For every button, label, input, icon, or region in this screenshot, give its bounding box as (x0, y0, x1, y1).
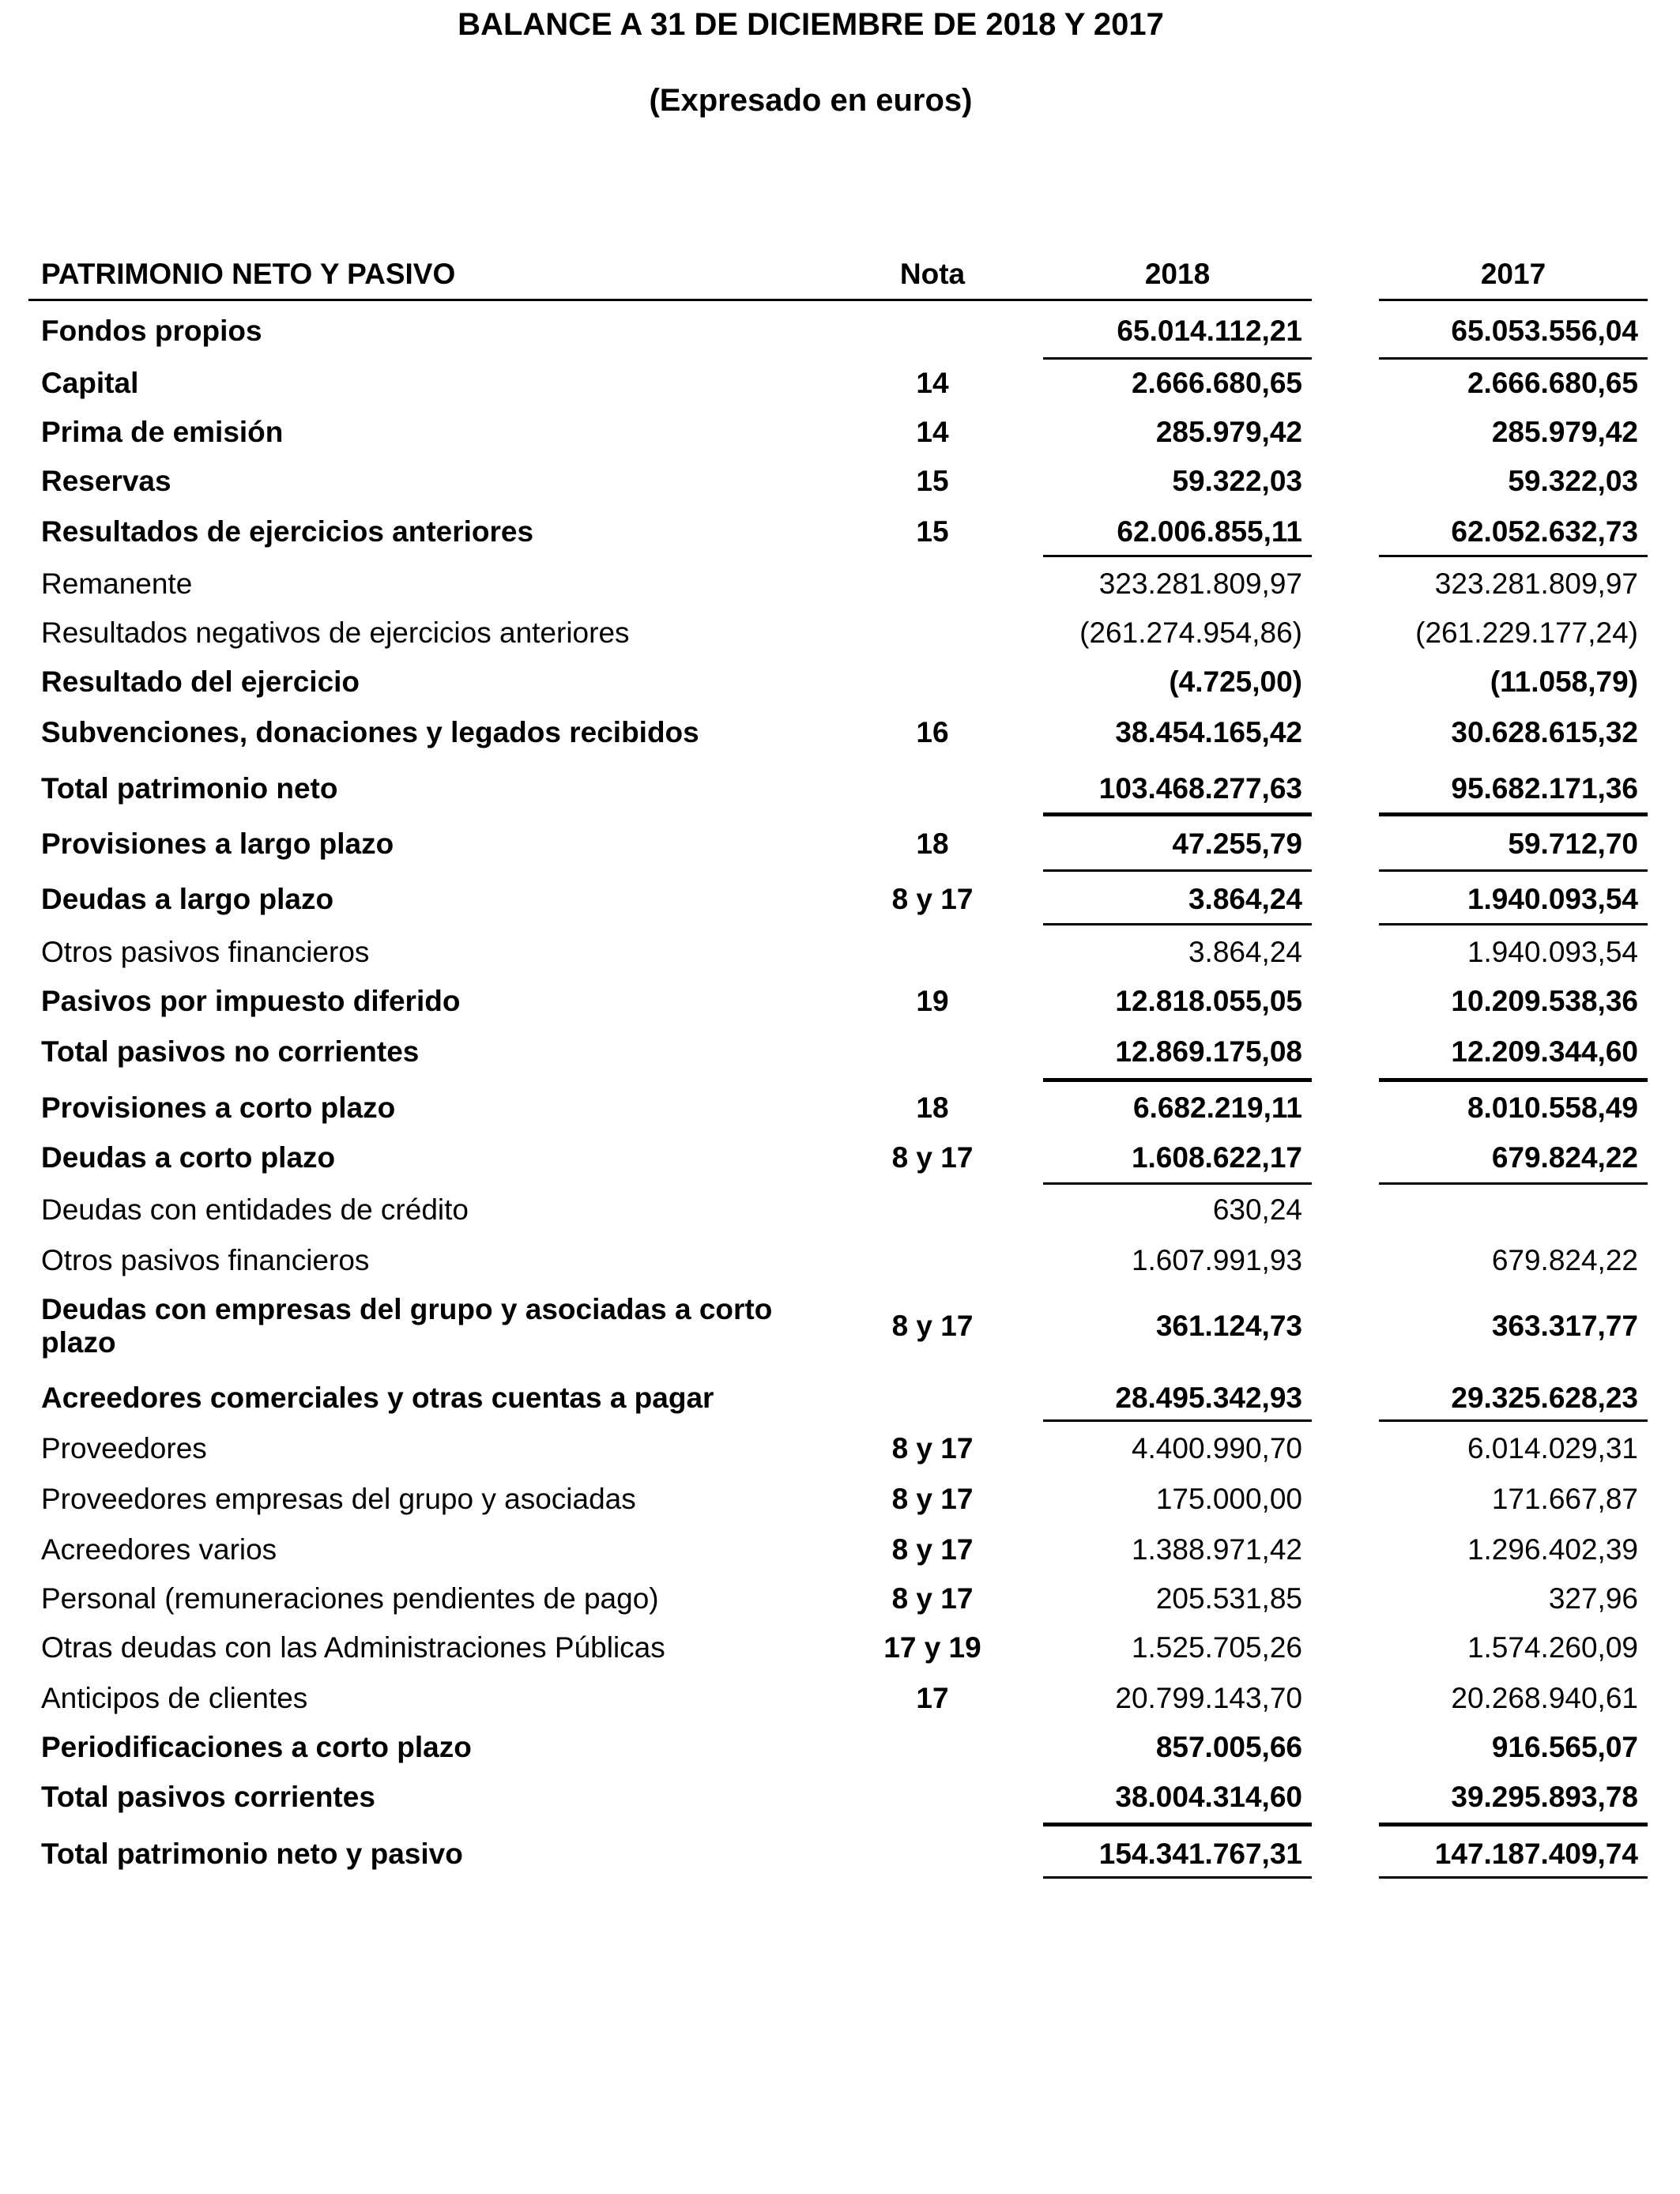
table-row (0, 313, 1680, 349)
row-nota (853, 1380, 1011, 1416)
row-label: Resultado del ejercicio (41, 665, 360, 698)
table-row (0, 1680, 1680, 1717)
row-value-2017: 171.667,87 (1491, 1483, 1638, 1515)
row-label: Deudas con empresas del grupo y asociadas a corto plazo (41, 1293, 773, 1359)
table-row (0, 1581, 1680, 1617)
total-underline (1379, 357, 1648, 360)
row-nota: 18 (916, 1091, 949, 1124)
row-label: Acreedores comerciales y otras cuentas a pagar (41, 1382, 714, 1414)
row-label: Proveedores (41, 1432, 207, 1465)
table-row (0, 414, 1680, 450)
row-value-2018: 38.454.165,42 (1115, 716, 1302, 748)
row-nota: 8 y 17 (891, 1432, 974, 1465)
table-row (0, 1630, 1680, 1666)
row-nota: 17 (916, 1682, 949, 1714)
row-value-2017: 1.574.260,09 (1467, 1631, 1638, 1664)
row-label: Total patrimonio neto y pasivo (41, 1838, 463, 1870)
total-underline (1043, 1078, 1312, 1082)
row-value-2018: 1.608.622,17 (1131, 1141, 1302, 1174)
row-value-2018: 285.979,42 (1155, 416, 1302, 448)
row-label: Fondos propios (41, 315, 262, 347)
row-nota (853, 770, 1011, 808)
row-nota: 17 y 19 (883, 1631, 981, 1664)
total-underline (1043, 357, 1312, 360)
total-underline (1043, 1182, 1312, 1185)
row-value-2017: 363.317,77 (1491, 1310, 1638, 1342)
row-nota: 18 (916, 827, 949, 860)
row-value-2018: 3.864,24 (1188, 936, 1302, 968)
row-label: Resultados de ejercicios anteriores (41, 515, 534, 548)
row-value-2018: 154.341.767,31 (1098, 1838, 1302, 1870)
table-row (0, 1140, 1680, 1176)
table-row (0, 1729, 1680, 1766)
row-value-2017: 59.712,70 (1508, 827, 1638, 860)
row-value-2017: 6.014.029,31 (1467, 1432, 1638, 1465)
row-value-2017: 65.053.556,04 (1451, 315, 1638, 347)
row-nota: 16 (916, 716, 949, 748)
table-row (0, 825, 1680, 863)
table-row (0, 1287, 1680, 1366)
row-label: Otros pasivos financieros (41, 936, 370, 968)
row-value-2017: 285.979,42 (1491, 416, 1638, 448)
column-header-year-2: 2017 (1480, 258, 1546, 290)
total-underline (1043, 869, 1312, 872)
row-label: Anticipos de clientes (41, 1682, 308, 1714)
total-underline (1043, 1419, 1312, 1422)
total-underline (1379, 1078, 1648, 1082)
table-row (0, 615, 1680, 651)
row-value-2018: 857.005,66 (1155, 1731, 1302, 1763)
row-label: Remanente (41, 567, 193, 600)
row-value-2017: 323.281.809,97 (1434, 567, 1638, 600)
row-label: Reservas (41, 465, 171, 497)
row-label: Total patrimonio neto (41, 772, 338, 805)
row-nota: 8 y 17 (891, 1141, 974, 1174)
row-nota (853, 566, 1011, 602)
row-value-2017: 679.824,22 (1491, 1244, 1638, 1276)
table-row (0, 1034, 1680, 1070)
row-value-2017 (1379, 1192, 1638, 1228)
table-row (0, 1192, 1680, 1228)
total-underline (1379, 869, 1648, 872)
total-underline (1379, 923, 1648, 925)
row-label: Resultados negativos de ejercicios anteriores (41, 616, 630, 649)
row-value-2017: 12.209.344,60 (1451, 1035, 1638, 1068)
row-label: Pasivos por impuesto diferido (41, 985, 461, 1017)
row-nota: 15 (916, 465, 949, 497)
row-nota (853, 1034, 1011, 1070)
row-value-2017: 62.052.632,73 (1451, 515, 1638, 548)
total-underline (1379, 1876, 1648, 1879)
row-value-2017: 1.940.093,54 (1467, 936, 1638, 968)
row-nota: 8 y 17 (891, 1533, 974, 1566)
row-label: Total pasivos corrientes (41, 1781, 375, 1813)
row-nota (853, 664, 1011, 700)
row-label: Otros pasivos financieros (41, 1244, 370, 1276)
row-value-2017: 679.824,22 (1491, 1141, 1638, 1174)
row-value-2018: 4.400.990,70 (1131, 1432, 1302, 1465)
row-label: Otras deudas con las Administraciones Públicas (41, 1631, 665, 1664)
total-underline (1043, 1823, 1312, 1826)
table-row (0, 983, 1680, 1020)
table-row (0, 934, 1680, 971)
row-nota (853, 1778, 1011, 1816)
row-nota (853, 1729, 1011, 1766)
row-value-2017: 30.628.615,32 (1451, 716, 1638, 748)
total-underline (1379, 1182, 1648, 1185)
row-value-2018: 1.607.991,93 (1131, 1244, 1302, 1276)
row-nota: 8 y 17 (891, 1582, 974, 1615)
row-nota (853, 615, 1011, 651)
table-row (0, 1089, 1680, 1127)
row-value-2017: 59.322,03 (1508, 465, 1638, 497)
row-nota (853, 313, 1011, 349)
table-row (0, 880, 1680, 918)
table-row (0, 1778, 1680, 1816)
row-label: Deudas a corto plazo (41, 1141, 336, 1174)
table-row (0, 1481, 1680, 1517)
row-value-2018: 323.281.809,97 (1098, 567, 1302, 600)
table-row (0, 770, 1680, 808)
table-row (0, 1242, 1680, 1279)
row-value-2018: 38.004.314,60 (1115, 1781, 1302, 1813)
row-label: Personal (remuneraciones pendientes de pago) (41, 1582, 659, 1615)
total-underline (1043, 812, 1312, 816)
row-label: Deudas a largo plazo (41, 883, 334, 915)
row-nota: 14 (916, 367, 949, 399)
row-value-2018: 62.006.855,11 (1117, 515, 1302, 548)
row-label: Total pasivos no corrientes (41, 1035, 420, 1068)
row-value-2017: 147.187.409,74 (1434, 1838, 1638, 1870)
row-value-2018: (4.725,00) (1169, 665, 1302, 698)
row-label: Capital (41, 367, 139, 399)
row-value-2017: (261.229.177,24) (1415, 616, 1638, 649)
total-underline (1379, 1823, 1648, 1826)
row-value-2018: 175.000,00 (1155, 1483, 1302, 1515)
row-value-2018: 20.799.143,70 (1115, 1682, 1302, 1714)
row-value-2018: 12.818.055,05 (1115, 985, 1302, 1017)
row-label: Acreedores varios (41, 1533, 277, 1566)
row-value-2018: 103.468.277,63 (1098, 772, 1302, 805)
document-subtitle: (Expresado en euros) (649, 83, 973, 118)
total-underline (1043, 1876, 1312, 1879)
column-header-nota: Nota (899, 258, 966, 290)
column-header-label: PATRIMONIO NETO Y PASIVO (41, 258, 456, 290)
row-value-2017: 8.010.558,49 (1467, 1091, 1638, 1124)
row-nota: 14 (916, 416, 949, 448)
row-nota: 19 (916, 985, 949, 1017)
row-value-2018: 12.869.175,08 (1115, 1035, 1302, 1068)
row-value-2017: 39.295.893,78 (1451, 1781, 1638, 1813)
row-value-2017: 327,96 (1548, 1582, 1638, 1615)
row-value-2018: 65.014.112,21 (1117, 315, 1302, 347)
row-value-2017: 1.940.093,54 (1467, 883, 1638, 915)
row-nota (853, 1192, 1011, 1228)
total-underline (1043, 923, 1312, 925)
row-nota (853, 1835, 1011, 1873)
row-value-2018: 3.864,24 (1188, 883, 1302, 915)
table-row (0, 514, 1680, 550)
row-value-2018: 1.388.971,42 (1131, 1533, 1302, 1566)
row-label: Provisiones a corto plazo (41, 1091, 396, 1124)
row-value-2017: 10.209.538,36 (1451, 985, 1638, 1017)
row-value-2017: 2.666.680,65 (1467, 367, 1638, 399)
row-nota: 8 y 17 (891, 1483, 974, 1515)
row-value-2017: (11.058,79) (1490, 665, 1638, 698)
row-label: Proveedores empresas del grupo y asociadas (41, 1483, 636, 1515)
row-label: Prima de emisión (41, 416, 284, 448)
table-row (0, 714, 1680, 751)
row-label: Periodificaciones a corto plazo (41, 1731, 472, 1763)
row-value-2017: 1.296.402,39 (1467, 1533, 1638, 1566)
table-row (0, 664, 1680, 700)
row-value-2017: 20.268.940,61 (1451, 1682, 1638, 1714)
table-row (0, 463, 1680, 499)
row-value-2018: 630,24 (1212, 1193, 1302, 1226)
row-value-2018: 1.525.705,26 (1131, 1631, 1302, 1664)
table-row (0, 1431, 1680, 1467)
table-row (0, 1380, 1680, 1416)
row-value-2018: 47.255,79 (1172, 827, 1302, 860)
row-value-2018: 28.495.342,93 (1115, 1382, 1302, 1414)
row-label: Deudas con entidades de crédito (41, 1193, 469, 1226)
row-nota: 15 (916, 515, 949, 548)
row-value-2018: 2.666.680,65 (1131, 367, 1302, 399)
row-value-2017: 29.325.628,23 (1451, 1382, 1638, 1414)
row-value-2018: 6.682.219,11 (1133, 1091, 1302, 1124)
table-row (0, 566, 1680, 602)
row-nota: 8 y 17 (891, 883, 974, 915)
total-underline (1379, 555, 1648, 557)
column-header-year-1: 2018 (1144, 258, 1211, 290)
row-value-2018: 205.531,85 (1155, 1582, 1302, 1615)
row-label: Provisiones a largo plazo (41, 827, 394, 860)
row-nota (853, 934, 1011, 971)
total-underline (1379, 1419, 1648, 1422)
total-underline (1379, 812, 1648, 816)
row-value-2018: 59.322,03 (1172, 465, 1302, 497)
document-title: BALANCE A 31 DE DICIEMBRE DE 2018 Y 2017 (458, 7, 1164, 42)
table-row (0, 1532, 1680, 1568)
row-nota: 8 y 17 (891, 1310, 974, 1342)
row-nota (853, 1242, 1011, 1279)
row-value-2018: 361.124,73 (1155, 1310, 1302, 1342)
table-row (0, 365, 1680, 401)
table-row (0, 1835, 1680, 1873)
row-value-2017: 95.682.171,36 (1451, 772, 1638, 805)
total-underline (1043, 555, 1312, 557)
row-label: Subvenciones, donaciones y legados recibidos (41, 716, 699, 748)
row-value-2018: (261.274.954,86) (1079, 616, 1302, 649)
row-value-2017: 916.565,07 (1491, 1731, 1638, 1763)
